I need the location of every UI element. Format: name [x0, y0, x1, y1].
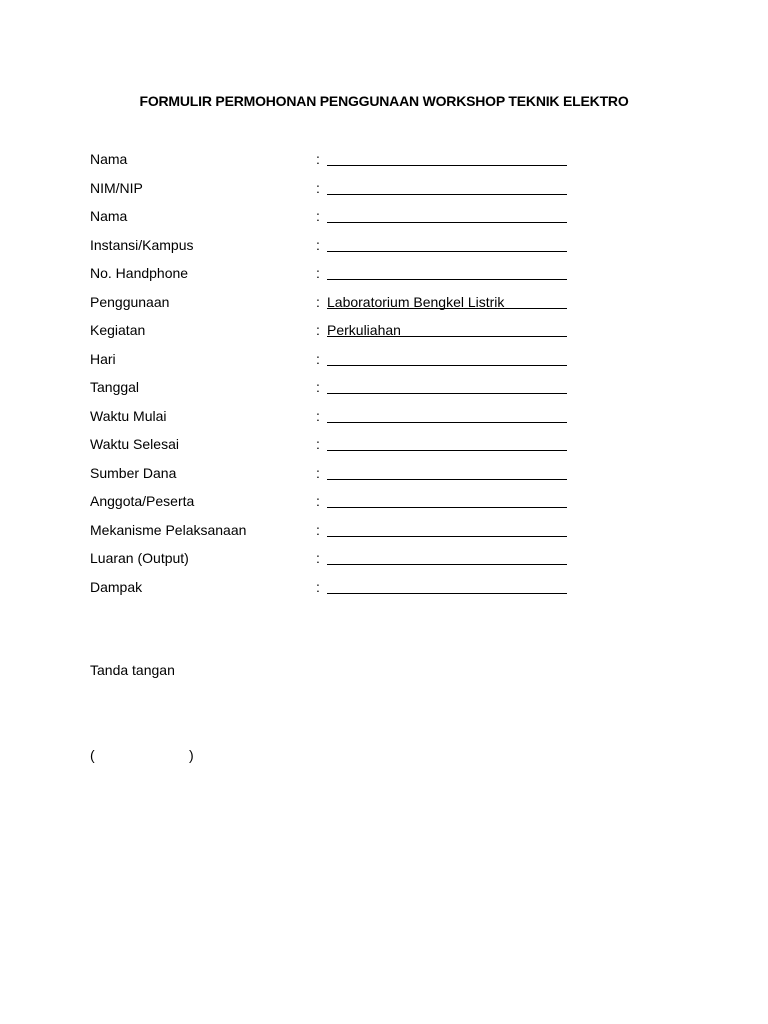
field-label: NIM/NIP: [90, 179, 143, 196]
field-row-luaran: [90, 549, 610, 578]
field-blank-line[interactable]: [327, 450, 567, 451]
field-row-mekanisme: [90, 521, 610, 550]
field-row-kegiatan: [90, 321, 610, 350]
field-blank-line[interactable]: [327, 393, 567, 394]
field-row-waktu-selesai: [90, 435, 610, 464]
field-blank-line[interactable]: [327, 222, 567, 223]
field-colon: :: [316, 436, 320, 452]
field-label: Luaran (Output): [90, 550, 189, 566]
field-label: Kegiatan: [90, 322, 146, 338]
field-colon: :: [316, 493, 320, 509]
field-label: Nama: [90, 151, 128, 167]
field-label: Anggota/Peserta: [90, 493, 195, 509]
field-row-handphone: [90, 264, 610, 293]
field-value: Perkuliahan: [327, 322, 401, 338]
field-blank-line[interactable]: [327, 422, 567, 423]
field-label: Sumber Dana: [90, 464, 177, 481]
field-label: No. Handphone: [90, 265, 189, 281]
field-row-dampak: [90, 578, 610, 607]
field-row-penggunaan: [90, 293, 610, 322]
field-colon: :: [316, 208, 320, 224]
field-row-nim-nip: [90, 179, 610, 208]
field-value: Laboratorium Bengkel Listrik: [327, 293, 505, 310]
form-title: FORMULIR PERMOHONAN PENGGUNAAN WORKSHOP TEKNIK ELEKTRO: [139, 93, 629, 109]
field-blank-line[interactable]: [327, 507, 567, 508]
field-row-nama: [90, 150, 610, 179]
field-blank-line[interactable]: [327, 279, 567, 280]
field-blank-line[interactable]: [327, 536, 567, 537]
field-label: Dampak: [90, 578, 143, 595]
field-row-hari: [90, 350, 610, 379]
field-colon: :: [316, 578, 320, 595]
field-row-anggota: [90, 492, 610, 521]
field-colon: :: [316, 350, 320, 367]
field-row-instansi: [90, 236, 610, 265]
field-blank-line[interactable]: [327, 593, 567, 594]
field-blank-line[interactable]: [327, 251, 567, 252]
field-colon: :: [316, 151, 320, 167]
signature-close-paren: ): [189, 747, 194, 763]
field-blank-line[interactable]: [327, 194, 567, 195]
signature-open-paren: (: [90, 747, 95, 763]
field-colon: :: [316, 236, 320, 253]
field-blank-line[interactable]: [327, 564, 567, 565]
field-colon: :: [316, 550, 320, 566]
field-label: Waktu Mulai: [90, 407, 167, 424]
field-row-waktu-mulai: [90, 407, 610, 436]
field-blank-line[interactable]: [327, 479, 567, 480]
signature-label: Tanda tangan: [90, 662, 175, 678]
field-colon: :: [316, 293, 320, 310]
field-colon: :: [316, 265, 320, 281]
field-label: Tanggal: [90, 379, 140, 395]
field-label: Mekanisme Pelaksanaan: [90, 521, 247, 538]
field-blank-line[interactable]: [327, 365, 567, 366]
field-colon: :: [316, 322, 320, 338]
field-colon: :: [316, 407, 320, 424]
field-label: Hari: [90, 350, 116, 367]
field-label: Penggunaan: [90, 293, 170, 310]
field-colon: :: [316, 379, 320, 395]
field-row-tanggal: [90, 378, 610, 407]
field-colon: :: [316, 464, 320, 481]
field-colon: :: [316, 179, 320, 196]
field-label: Instansi/Kampus: [90, 236, 194, 253]
field-blank-line[interactable]: [327, 165, 567, 166]
field-label: Waktu Selesai: [90, 436, 179, 452]
form-fields: [90, 150, 610, 606]
field-row-nama-2: [90, 207, 610, 236]
field-label: Nama: [90, 208, 128, 224]
field-colon: :: [316, 521, 320, 538]
field-row-sumber-dana: [90, 464, 610, 493]
